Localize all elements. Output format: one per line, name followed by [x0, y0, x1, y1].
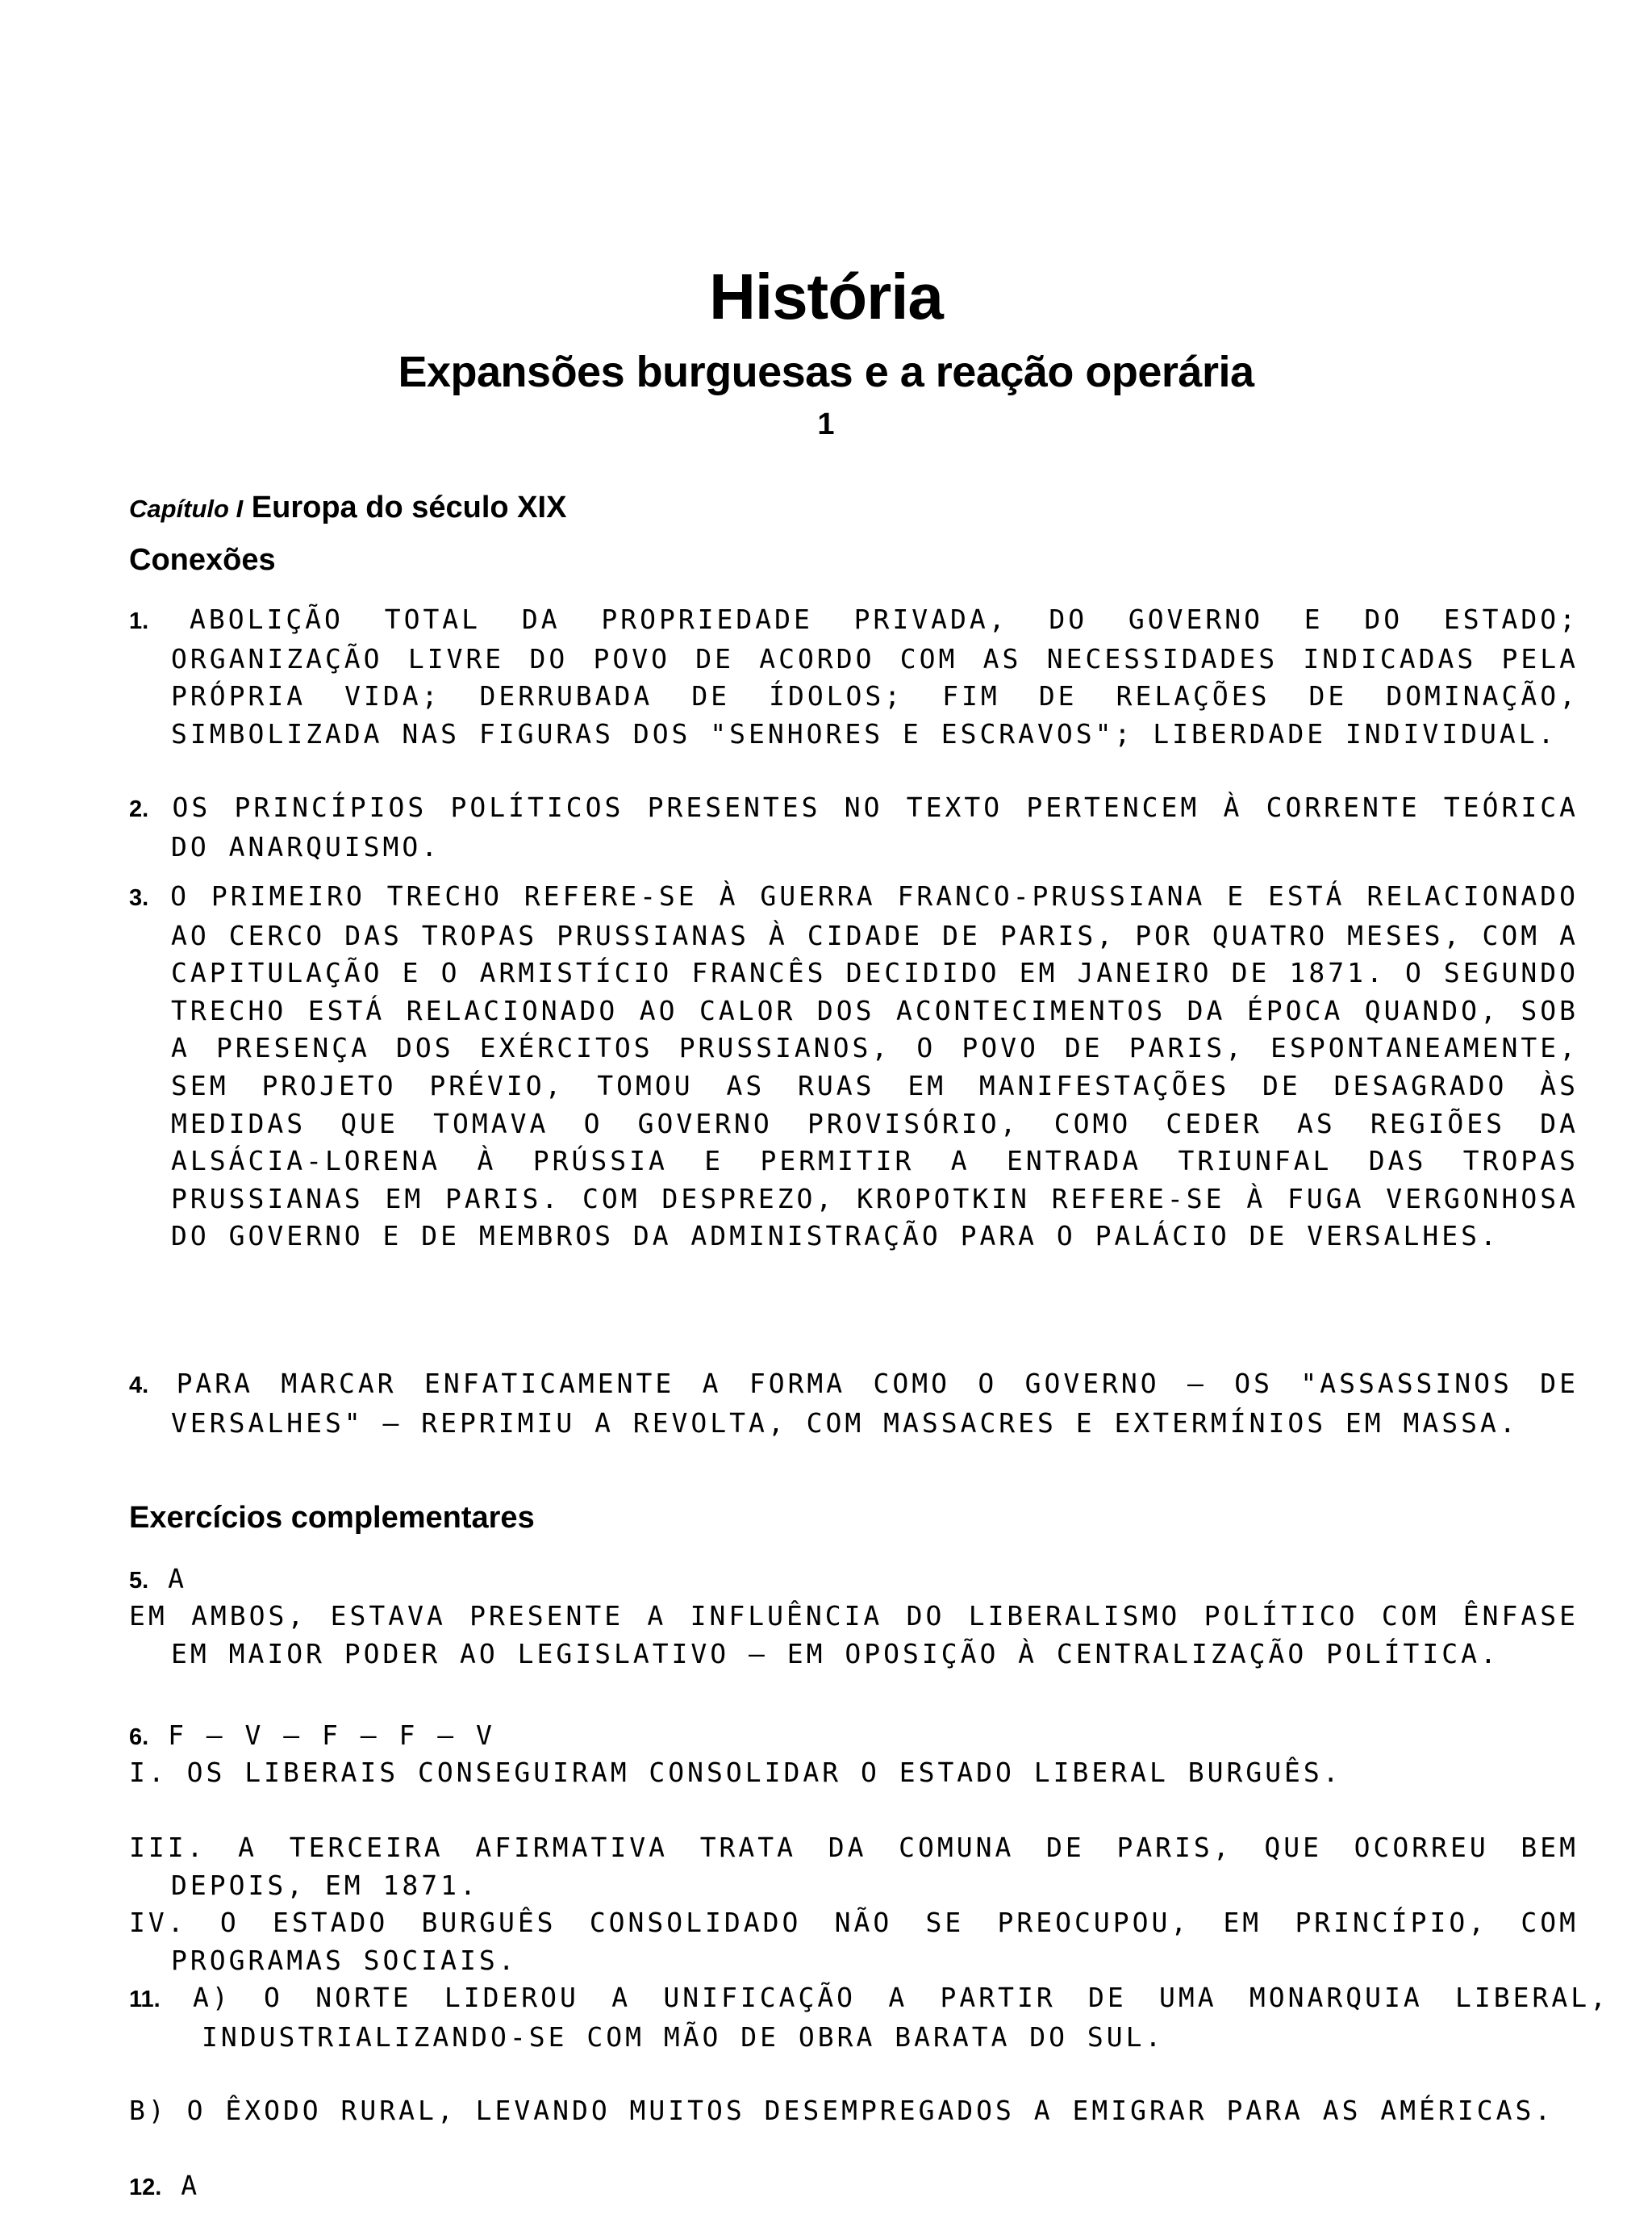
page-subtitle: Expansões burguesas e a reação operária: [398, 348, 1254, 396]
answer-number: 12.: [129, 2175, 162, 2200]
answer-number: 5.: [129, 1568, 149, 1594]
answer-6-item-iv: IV. O ESTADO BURGUÊS CONSOLIDADO NÃO SE PREOCUPOU, EM PRINCÍPIO, COM PROGRAMAS SOCIAIS.: [129, 1907, 1579, 1976]
answer-5-explanation: EM AMBOS, ESTAVA PRESENTE A INFLUÊNCIA DO LIBERALISMO POLÍTICO COM ÊNFASE EM MAIOR PODER AO LEGISLATIVO – EM OPOSIÇÃO À CENTRALIZAÇÃO POLÍTICA.: [129, 1600, 1579, 1669]
page-title: História: [709, 261, 943, 332]
answer-1: [129, 601, 1579, 753]
answer-text: A: [181, 2170, 201, 2201]
answer-number: 4.: [129, 1373, 149, 1398]
answer-2: [129, 789, 1579, 866]
answer-text: ABOLIÇÃO TOTAL DA PROPRIEDADE PRIVADA, DO GOVERNO E DO ESTADO; ORGANIZAÇÃO LIVRE DO POVO DE ACORDO COM AS NECESSIDADES INDICADAS PELA PRÓPRIA VIDA; DERRUBADA DE ÍDOLOS; FIM DE RELAÇÕES DE DOMINAÇÃO, SIMBOLIZADA NAS FIGURAS DOS "SENHORES E ESCRAVOS"; LIBERDADE INDIVIDUAL.: [171, 604, 1579, 750]
answer-4: [129, 1365, 1579, 1442]
answer-text: O PRIMEIRO TRECHO REFERE-SE À GUERRA FRANCO-PRUSSIANA E ESTÁ RELACIONADO AO CERCO DAS TROPAS PRUSSIANAS À CIDADE DE PARIS, POR QUATRO MESES, COM A CAPITULAÇÃO E O ARMISTÍCIO FRANCÊS DECIDIDO EM JANEIRO DE 1871. O SEGUNDO TRECHO ESTÁ RELACIONADO AO CALOR DOS ACONTECIMENTOS DA ÉPOCA QUANDO, SOB A PRESENÇA DOS EXÉRCITOS PRUSSIANOS, O POVO DE PARIS, ESPONTANEAMENTE, SEM PROJETO PRÉVIO, TOMOU AS RUAS EM MANIFESTAÇÕES DE DESAGRADO ÀS MEDIDAS QUE TOMAVA O GOVERNO PROVISÓRIO, COMO CEDER AS REGIÕES DA ALSÁCIA-LORENA À PRÚSSIA E PERMITIR A ENTRADA TRIUNFAL DAS TROPAS PRUSSIANAS EM PARIS. COM DESPREZO, KROPOTKIN REFERE-SE À FUGA VERGONHOSA DO GOVERNO E DE MEMBROS DA ADMINISTRAÇÃO PARA O PALÁCIO DE VERSALHES.: [170, 880, 1579, 1252]
answer-6-item-i: I. OS LIBERAIS CONSEGUIRAM CONSOLIDAR O ESTADO LIBERAL BURGUÊS.: [129, 1757, 1342, 1788]
answer-text: PARA MARCAR ENFATICAMENTE A FORMA COMO O GOVERNO – OS "ASSASSINOS DE VERSALHES" – REPRIMIU A REVOLTA, COM MASSACRES E EXTERMÍNIOS EM MASSA.: [171, 1368, 1579, 1439]
answer-number: 2.: [129, 796, 149, 822]
answer-5: [129, 1561, 1537, 1600]
section-heading-conexoes: Conexões: [129, 543, 276, 577]
answer-text: OS PRINCÍPIOS POLÍTICOS PRESENTES NO TEXTO PERTENCEM À CORRENTE TEÓRICA DO ANARQUISMO.: [171, 792, 1579, 863]
answer-text: A: [168, 1563, 187, 1594]
section-heading-exercicios: Exercícios complementares: [129, 1501, 535, 1535]
answer-number: 11.: [129, 1987, 161, 2012]
answer-number: 1.: [129, 608, 149, 634]
answer-11-item-b: B) O ÊXODO RURAL, LEVANDO MUITOS DESEMPREGADOS A EMIGRAR PARA AS AMÉRICAS.: [129, 2095, 1554, 2126]
answer-12: [129, 2167, 1537, 2207]
answer-number: 6.: [129, 1724, 149, 1750]
unit-number: 1: [817, 407, 835, 441]
chapter-title: Europa do século XIX: [251, 491, 567, 524]
answer-text: A) O NORTE LIDEROU A UNIFICAÇÃO A PARTIR DE UMA MONARQUIA LIBERAL, INDUSTRIALIZANDO-SE COM MÃO DE OBRA BARATA DO SUL.: [193, 1982, 1609, 2053]
answer-6-item-iii: III. A TERCEIRA AFIRMATIVA TRATA DA COMUNA DE PARIS, QUE OCORREU BEM DEPOIS, EM 1871.: [129, 1832, 1579, 1901]
chapter-label: Capítulo I: [129, 495, 244, 523]
answer-number: 3.: [129, 885, 149, 911]
answer-text: F – V – F – F – V: [168, 1719, 495, 1751]
answer-3: [129, 878, 1579, 1256]
answer-6: [129, 1717, 1537, 1757]
chapter-heading: [129, 491, 566, 525]
answer-11: [129, 1979, 1609, 2056]
